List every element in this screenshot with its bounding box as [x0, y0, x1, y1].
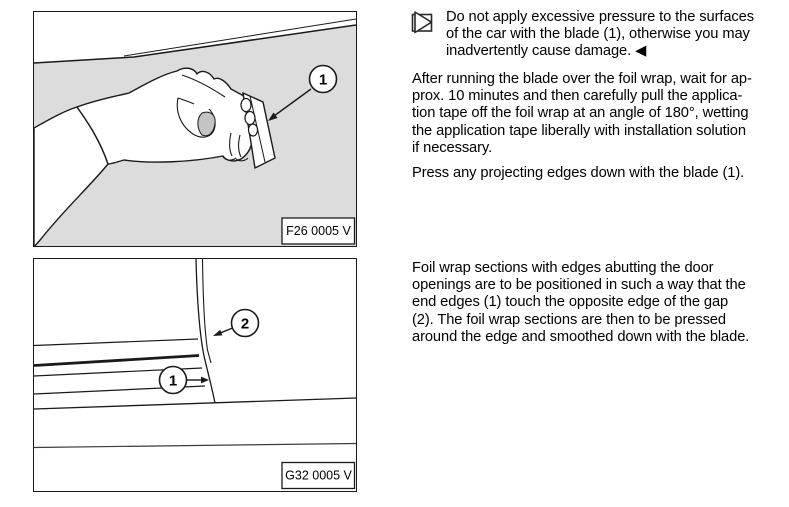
text-line: the application tape liberally with installation solution [412, 122, 746, 139]
notice-text [446, 9, 754, 61]
text-line: end edges (1) touch the opposite edge of the gap [412, 294, 729, 311]
callout-number: 1 [168, 372, 178, 390]
sill-edge-line [34, 398, 356, 409]
text-line: Do not apply excessive pressure to the surfaces [446, 9, 754, 25]
paragraph-foil-sections [412, 260, 749, 346]
door-gap-line-2 [203, 259, 212, 363]
arrowhead-icon [213, 330, 222, 336]
callout-number: 1 [318, 71, 328, 89]
text-line: openings are to be positioned in such a way that the [412, 277, 746, 294]
text-line: Press any projecting edges down with the blade (1). [412, 165, 745, 181]
door-gap-illustration [34, 259, 356, 491]
text-line: prox. 10 minutes and then carefully pull the applica- [412, 88, 743, 105]
paragraph-wait-instructions [412, 71, 752, 157]
figure1-label-box [282, 218, 355, 244]
callout-number: 2 [240, 315, 250, 333]
blade-on-surface-illustration [34, 12, 356, 246]
callout-1 [160, 367, 210, 394]
text-line: Foil wrap sections with edges abutting the door [412, 260, 714, 276]
lower-body-line [34, 444, 356, 448]
attention-marker-icon [410, 9, 437, 36]
figure-blade-on-surface [33, 11, 357, 247]
text-line: After running the blade over the foil wrap, wait for ap- [412, 71, 752, 87]
text-line: around the edge and smoothed down with the blade. [412, 328, 750, 345]
paragraph-press-edges [412, 165, 744, 182]
text-line: (2). The foil wrap sections are then to be pressed [412, 311, 726, 328]
text-line: inadvertently cause damage. ◀ [446, 43, 647, 60]
figure2-label: G32 0005 V [285, 468, 352, 483]
callout-leader-line [221, 328, 233, 333]
notice-block [410, 9, 754, 61]
arrowhead-icon [201, 377, 209, 384]
text-line: of the car with the blade (1), otherwise you may [446, 26, 750, 43]
callout-2 [213, 310, 259, 337]
figure2-label-box [282, 463, 355, 489]
text-line: tion tape off the foil wrap at an angle of 180°, wetting [412, 105, 749, 122]
figure1-label: F26 0005 V [286, 224, 351, 238]
figure-door-gap [33, 258, 357, 492]
text-line: if necessary. [412, 139, 493, 156]
